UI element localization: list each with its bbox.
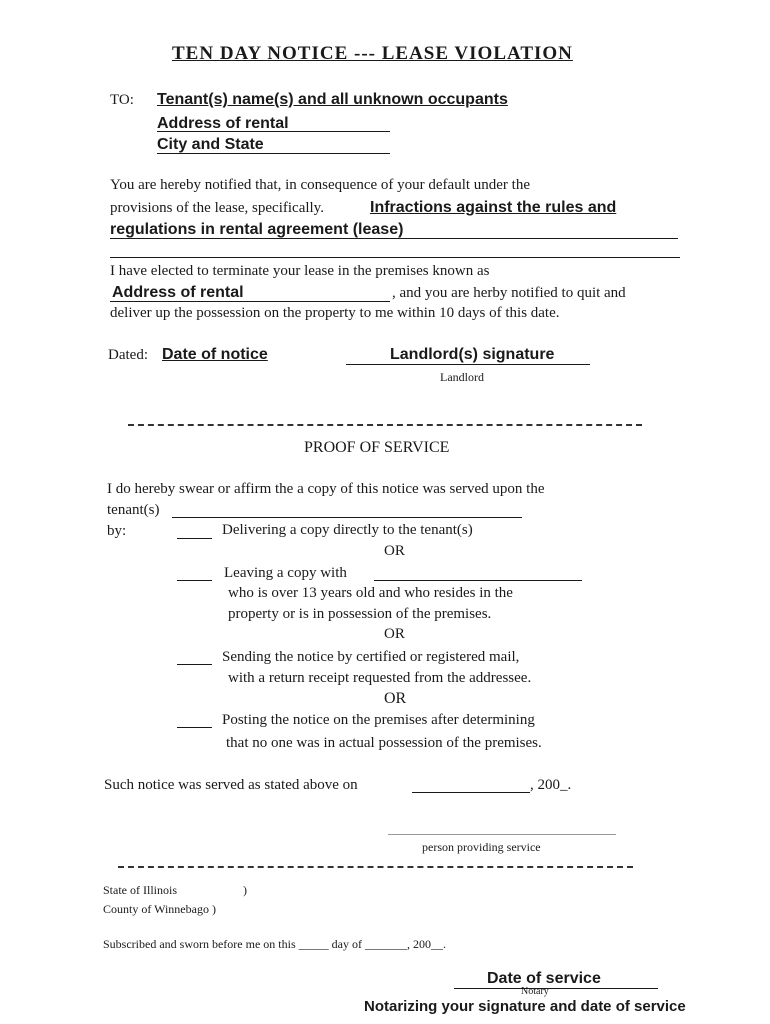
date-of-service: Date of service xyxy=(487,970,601,987)
state-label: State of Illinois xyxy=(103,883,177,897)
proof-heading: PROOF OF SERVICE xyxy=(304,439,450,456)
state-paren: ) xyxy=(243,883,247,897)
subscribed-statement: Subscribed and sworn before me on this _____ day of _______, 200__. xyxy=(103,937,446,951)
county-label: County of Winnebago ) xyxy=(103,902,216,916)
violation-description-2: regulations in rental agreement (lease) xyxy=(110,221,404,238)
landlord-signature: Landlord(s) signature xyxy=(390,346,555,363)
city-underline xyxy=(157,153,390,154)
served-year: , 200_. xyxy=(530,777,572,793)
tenant-blank xyxy=(172,517,522,518)
notary-caption: Notary xyxy=(521,986,549,997)
tenant-names: Tenant(s) name(s) and all unknown occupants xyxy=(157,91,508,108)
option-1-checkline xyxy=(177,538,212,539)
violation-description-1: Infractions against the rules and xyxy=(370,199,617,216)
notarizing-note: Notarizing your signature and date of service xyxy=(364,998,686,1015)
dated-label: Dated: xyxy=(108,347,148,363)
swear-line-1: I do hereby swear or affirm the a copy of this notice was served upon the xyxy=(107,481,545,497)
or-2: OR xyxy=(384,626,405,642)
terminate-line-3: deliver up the possession on the property to me within 10 days of this date. xyxy=(110,305,560,321)
option-3-line-2: with a return receipt requested from the addressee. xyxy=(228,670,532,686)
violation-underline-1 xyxy=(110,238,678,239)
notice-date: Date of notice xyxy=(162,346,268,363)
signature-underline xyxy=(346,364,590,365)
option-2-checkline xyxy=(177,580,212,581)
server-caption: person providing service xyxy=(422,840,541,854)
option-2-line-3: property or is in possession of the premises. xyxy=(228,606,492,622)
server-signature-line xyxy=(388,834,616,835)
by-label: by: xyxy=(107,523,127,539)
violation-underline-2 xyxy=(110,257,680,258)
rental-address: Address of rental xyxy=(157,115,289,132)
or-3: OR xyxy=(384,690,407,707)
section-divider-2 xyxy=(118,866,633,868)
notice-line-2: provisions of the lease, specifically. xyxy=(110,200,324,216)
option-3-checkline xyxy=(177,664,212,665)
served-statement: Such notice was served as stated above on xyxy=(104,777,358,793)
option-3-line-1: Sending the notice by certified or registered mail, xyxy=(222,649,520,665)
premises-address: Address of rental xyxy=(112,284,244,301)
document-title: TEN DAY NOTICE --- LEASE VIOLATION xyxy=(172,43,573,64)
terminate-line-2: , and you are herby notified to quit and xyxy=(392,285,626,301)
option-4-checkline xyxy=(177,727,212,728)
option-1-text: Delivering a copy directly to the tenant(s) xyxy=(222,522,473,538)
terminate-line-1: I have elected to terminate your lease in the premises known as xyxy=(110,263,490,279)
option-2-line-2: who is over 13 years old and who resides in the xyxy=(228,585,513,601)
or-1: OR xyxy=(384,543,405,559)
section-divider-1 xyxy=(128,424,642,426)
notary-signature-line xyxy=(454,988,658,989)
premises-underline xyxy=(110,301,390,302)
served-date-blank xyxy=(412,792,530,793)
to-label: TO: xyxy=(110,92,134,108)
landlord-caption: Landlord xyxy=(440,370,484,384)
city-state: City and State xyxy=(157,136,264,153)
option-4-line-2: that no one was in actual possession of the premises. xyxy=(226,735,542,751)
option-4-line-1: Posting the notice on the premises after determining xyxy=(222,712,535,728)
leaving-with-blank xyxy=(374,580,582,581)
notice-line-1: You are hereby notified that, in consequence of your default under the xyxy=(110,177,531,193)
option-2-line-1: Leaving a copy with xyxy=(224,565,347,581)
swear-tenant-label: tenant(s) xyxy=(107,502,160,518)
address-underline xyxy=(157,131,390,132)
